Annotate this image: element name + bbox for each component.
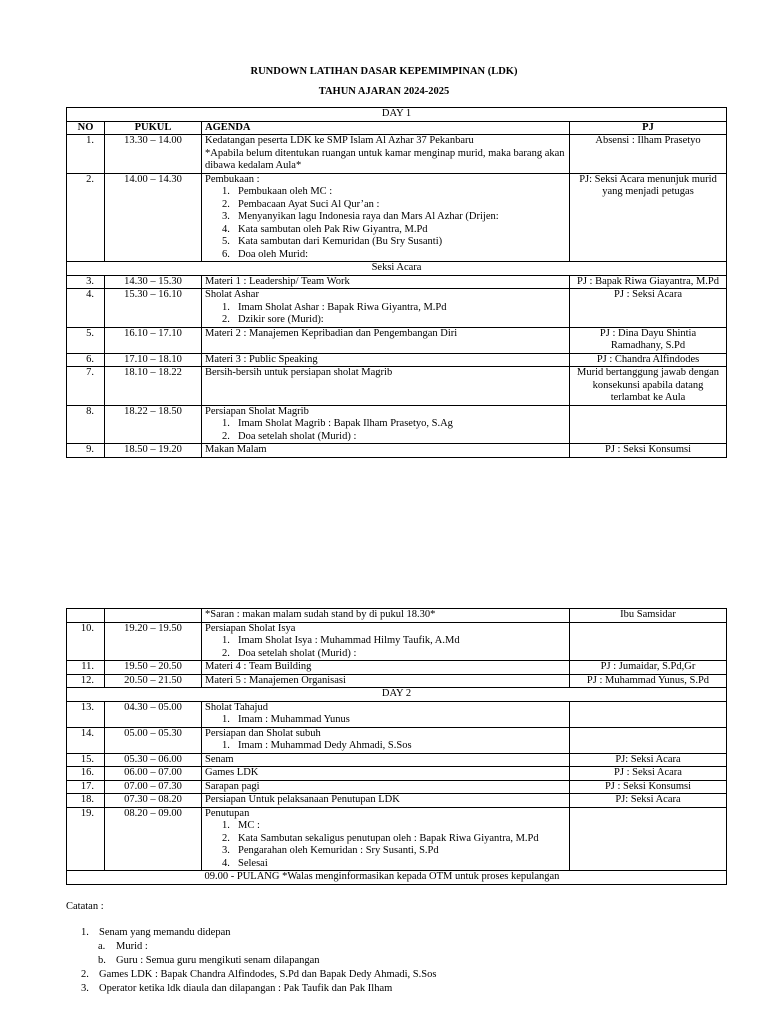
row-number: 5. [67, 327, 105, 353]
row-time: 18.22 – 18.50 [105, 405, 202, 444]
row-number: 19. [67, 807, 105, 871]
row-number: 4. [67, 289, 105, 328]
note-item [66, 968, 726, 982]
row-time: 07.30 – 08.20 [105, 794, 202, 808]
row-pj: PJ : Seksi Konsumsi [570, 780, 727, 794]
sub-item-number: 2. [222, 832, 230, 844]
row-time: 05.30 – 06.00 [105, 753, 202, 767]
table-row [67, 807, 727, 871]
row-pj: PJ : Dina Dayu Shintia Ramadhany, S.Pd [570, 327, 727, 353]
table-row [67, 173, 727, 262]
sub-item-text: Imam : Muhammad Dedy Ahmadi, S.Sos [238, 740, 412, 751]
row-agenda [202, 405, 570, 444]
table-row [67, 753, 727, 767]
row-agenda [202, 767, 570, 781]
row-time: 07.00 – 07.30 [105, 780, 202, 794]
row-pj: PJ: Seksi Acara menunjuk murid yang menjadi petugas [570, 173, 727, 262]
row-pj [570, 405, 727, 444]
row-time: 08.20 – 09.00 [105, 807, 202, 871]
row-time: 19.50 – 20.50 [105, 661, 202, 675]
table-row [67, 353, 727, 367]
agenda-text: Sholat Ashar [205, 289, 259, 300]
row-number: 17. [67, 780, 105, 794]
row-agenda [202, 609, 570, 623]
agenda-sub-item [222, 714, 566, 727]
day-1-label: DAY 1 [67, 108, 727, 122]
row-agenda [202, 289, 570, 328]
row-time: 04.30 – 05.00 [105, 701, 202, 727]
notes-section [66, 900, 726, 996]
notes-heading: Catatan : [66, 901, 104, 912]
note-sub-text: Guru : Semua guru mengikuti senam dilapangan [116, 955, 320, 966]
sub-item-text: Pembukaan oleh MC : [238, 186, 333, 197]
sub-item-text: Menyanyikan lagu Indonesia raya dan Mars Al Azhar (Drijen: [238, 211, 499, 222]
table-row [67, 275, 727, 289]
row-agenda [202, 444, 570, 458]
sub-item-text: Pembacaan Ayat Suci Al Qur’an : [238, 198, 380, 210]
row-pj: Absensi : Ilham Prasetyo [570, 135, 727, 174]
agenda-text: Games LDK [205, 767, 259, 778]
agenda-sub-item [222, 845, 566, 858]
row-number: 15. [67, 753, 105, 767]
note-text: Operator ketika ldk diaula dan dilapangan : Pak Taufik dan Pak Ilham [99, 983, 393, 994]
row-time: 13.30 – 14.00 [105, 135, 202, 174]
note-item [66, 926, 726, 940]
note-text: Games LDK : Bapak Chandra Alfindodes, S.Pd dan Bapak Dedy Ahmadi, S.Sos [99, 969, 437, 980]
row-pj: Murid bertanggung jawab dengan konsekunsi apabila datang terlambat ke Aula [570, 367, 727, 406]
agenda-text: Persiapan Untuk pelaksanaan Penutupan LDK [205, 794, 400, 805]
sub-item-number: 1. [222, 740, 230, 751]
section-seksi-acara: Seksi Acara [67, 262, 727, 276]
row-pj: PJ : Chandra Alfindodes [570, 353, 727, 367]
agenda-sub-item [222, 418, 566, 431]
agenda-text: Kedatangan peserta LDK ke SMP Islam Al Azhar 37 Pekanbaru [205, 135, 474, 146]
agenda-text: Senam [205, 753, 234, 765]
document-title: RUNDOWN LATIHAN DASAR KEPEMIMPINAN (LDK) [250, 66, 518, 77]
row-time: 06.00 – 07.00 [105, 767, 202, 781]
row-agenda [202, 275, 570, 289]
row-agenda [202, 807, 570, 871]
row-pj: PJ: Seksi Acara [570, 794, 727, 808]
agenda-sub-item [222, 224, 566, 237]
row-agenda [202, 367, 570, 406]
note-sub-letter: a. [98, 941, 106, 952]
sub-item-text: Pengarahan oleh Kemuridan : Sry Susanti, S.Pd [238, 845, 439, 856]
note-text: Senam yang memandu didepan [99, 927, 231, 938]
sub-item-number: 2. [222, 647, 230, 659]
row-number: 13. [67, 701, 105, 727]
agenda-text: Materi 2 : Manajemen Kepribadian dan Pengembangan Diri [205, 327, 458, 339]
row-number: 7. [67, 367, 105, 406]
sub-item-number: 2. [222, 430, 230, 442]
table-row [67, 444, 727, 458]
sub-item-number: 4. [222, 857, 230, 869]
row-time: 15.30 – 16.10 [105, 289, 202, 328]
agenda-text: Materi 3 : Public Speaking [205, 353, 318, 365]
table-row [67, 780, 727, 794]
day-2-label: DAY 2 [67, 688, 727, 702]
agenda-text: Sarapan pagi [205, 780, 260, 792]
row-time [105, 609, 202, 623]
row-agenda [202, 701, 570, 727]
row-pj: PJ: Seksi Acara [570, 753, 727, 767]
agenda-text: Pembukaan : [205, 173, 260, 185]
note-item [66, 982, 726, 996]
agenda-sub-list [205, 418, 566, 443]
rundown-table-day1 [66, 107, 727, 458]
sub-item-number: 3. [222, 845, 230, 856]
note-number: 3. [81, 983, 89, 994]
agenda-sub-item [222, 186, 566, 199]
sub-item-text: Imam Sholat Isya : Muhammad Hilmy Taufik, A.Md [238, 635, 460, 646]
agenda-sub-list [205, 302, 566, 327]
agenda-text: *Saran : makan malam sudah stand by di pukul 18.30* [205, 609, 436, 620]
closing-row [67, 871, 727, 885]
row-pj [570, 807, 727, 871]
agenda-sub-item [222, 236, 566, 249]
row-pj: PJ : Muhammad Yunus, S.Pd [570, 674, 727, 688]
row-pj: PJ : Bapak Riwa Giayantra, M.Pd [570, 275, 727, 289]
agenda-sub-item [222, 648, 566, 661]
agenda-sub-item [222, 314, 566, 327]
sub-item-text: Imam : Muhammad Yunus [238, 714, 350, 725]
table-row [67, 405, 727, 444]
sub-item-text: Kata sambutan dari Kemuridan (Bu Sry Susanti) [238, 236, 443, 247]
sub-item-number: 1. [222, 186, 230, 197]
row-number: 14. [67, 727, 105, 753]
row-time: 19.20 – 19.50 [105, 622, 202, 661]
row-number: 6. [67, 353, 105, 367]
table-row [67, 794, 727, 808]
row-number: 8. [67, 405, 105, 444]
row-pj: PJ : Jumaidar, S.Pd,Gr [570, 661, 727, 675]
agenda-sub-list [205, 635, 566, 660]
sub-item-text: Imam Sholat Magrib : Bapak Ilham Prasetyo, S.Ag [238, 418, 453, 429]
agenda-text: Makan Malam [205, 444, 267, 455]
note-sub-item [66, 954, 726, 968]
table-row [67, 609, 727, 623]
sub-item-number: 3. [222, 211, 230, 222]
sub-item-text: Kata Sambutan sekaligus penutupan oleh : Bapak Riwa Giyantra, M.Pd [238, 832, 539, 844]
agenda-sub-item [222, 820, 566, 833]
agenda-sub-list [205, 820, 566, 870]
agenda-sub-item [222, 635, 566, 648]
section-row [67, 688, 727, 702]
note-sub-item [66, 940, 726, 954]
table-row [67, 289, 727, 328]
row-time: 16.10 – 17.10 [105, 327, 202, 353]
row-time: 14.00 – 14.30 [105, 173, 202, 262]
row-agenda [202, 173, 570, 262]
row-agenda [202, 135, 570, 174]
agenda-text: Materi 1 : Leadership/ Team Work [205, 275, 350, 287]
agenda-sub-list [205, 740, 566, 753]
agenda-sub-item [222, 431, 566, 444]
document-subtitle: TAHUN AJARAN 2024-2025 [318, 86, 450, 97]
row-number: 18. [67, 794, 105, 808]
agenda-text: Persiapan dan Sholat subuh [205, 727, 321, 739]
sub-item-text: Selesai [238, 857, 268, 869]
row-time: 14.30 – 15.30 [105, 275, 202, 289]
agenda-text: Materi 4 : Team Building [205, 661, 312, 672]
closing-empty-cell [67, 871, 202, 885]
table-row [67, 622, 727, 661]
row-agenda [202, 622, 570, 661]
table-row [67, 661, 727, 675]
sub-item-number: 4. [222, 223, 230, 235]
sub-item-text: Doa oleh Murid: [238, 248, 308, 260]
agenda-text: *Apabila belum ditentukan ruangan untuk kamar menginap murid, maka barang akan dibawa kedalam Aula* [205, 147, 565, 171]
sub-item-number: 5. [222, 236, 230, 247]
sub-item-text: Imam Sholat Ashar : Bapak Riwa Giyantra, M.Pd [238, 301, 447, 313]
header-pj: PJ [570, 121, 727, 135]
section-row [67, 262, 727, 276]
sub-item-text: Dzikir sore (Murid): [238, 314, 324, 325]
row-number [67, 609, 105, 623]
row-number: 9. [67, 444, 105, 458]
row-time: 20.50 – 21.50 [105, 674, 202, 688]
table-row [67, 367, 727, 406]
note-number: 1. [81, 927, 89, 938]
row-number: 3. [67, 275, 105, 289]
header-no: NO [67, 121, 105, 135]
table-row [67, 727, 727, 753]
note-number: 2. [81, 969, 89, 980]
table-row [67, 701, 727, 727]
agenda-text: Persiapan Sholat Isya [205, 622, 296, 634]
note-sub-letter: b. [98, 955, 106, 966]
row-agenda [202, 661, 570, 675]
agenda-sub-item [222, 833, 566, 846]
agenda-text: Persiapan Sholat Magrib [205, 405, 309, 417]
row-number: 1. [67, 135, 105, 174]
row-agenda [202, 353, 570, 367]
sub-item-number: 1. [222, 418, 230, 429]
agenda-text: Materi 5 : Manajemen Organisasi [205, 674, 346, 686]
agenda-text: Bersih-bersih untuk persiapan sholat Magrib [205, 367, 393, 378]
row-time: 17.10 – 18.10 [105, 353, 202, 367]
row-pj: Ibu Samsidar [570, 609, 727, 623]
row-agenda [202, 327, 570, 353]
row-agenda [202, 727, 570, 753]
agenda-sub-item [222, 199, 566, 212]
row-time: 05.00 – 05.30 [105, 727, 202, 753]
row-number: 11. [67, 661, 105, 675]
agenda-sub-item [222, 858, 566, 871]
row-number: 2. [67, 173, 105, 262]
agenda-sub-item [222, 740, 566, 753]
agenda-sub-item [222, 249, 566, 262]
closing-text: 09.00 - PULANG *Walas menginformasikan kepada OTM untuk proses kepulangan [202, 871, 727, 885]
row-pj [570, 622, 727, 661]
sub-item-number: 6. [222, 248, 230, 260]
sub-item-number: 2. [222, 314, 230, 325]
rundown-table-continued [66, 608, 727, 885]
note-sub-text: Murid : [116, 941, 148, 952]
row-agenda [202, 794, 570, 808]
sub-item-text: Doa setelah sholat (Murid) : [238, 647, 357, 659]
agenda-text: Penutupan [205, 807, 250, 819]
row-pj [570, 727, 727, 753]
sub-item-number: 2. [222, 198, 230, 210]
sub-item-text: MC : [238, 820, 260, 831]
row-pj [570, 701, 727, 727]
agenda-sub-item [222, 302, 566, 315]
agenda-sub-item [222, 211, 566, 224]
row-time: 18.50 – 19.20 [105, 444, 202, 458]
agenda-sub-list [205, 714, 566, 727]
table-row [67, 767, 727, 781]
agenda-sub-list [205, 186, 566, 261]
row-agenda [202, 753, 570, 767]
row-pj: PJ : Seksi Acara [570, 767, 727, 781]
row-agenda [202, 780, 570, 794]
sub-item-number: 1. [222, 635, 230, 646]
row-number: 12. [67, 674, 105, 688]
table-row [67, 674, 727, 688]
sub-item-text: Doa setelah sholat (Murid) : [238, 430, 357, 442]
row-pj: PJ : Seksi Acara [570, 289, 727, 328]
sub-item-number: 1. [222, 301, 230, 313]
agenda-text: Sholat Tahajud [205, 701, 268, 713]
header-agenda: AGENDA [202, 121, 570, 135]
sub-item-number: 1. [222, 820, 230, 831]
sub-item-number: 1. [222, 714, 230, 725]
row-number: 10. [67, 622, 105, 661]
row-number: 16. [67, 767, 105, 781]
table-row [67, 135, 727, 174]
sub-item-text: Kata sambutan oleh Pak Riw Giyantra, M.Pd [238, 223, 428, 235]
header-time: PUKUL [105, 121, 202, 135]
table-row [67, 327, 727, 353]
row-pj: PJ : Seksi Konsumsi [570, 444, 727, 458]
row-time: 18.10 – 18.22 [105, 367, 202, 406]
row-agenda [202, 674, 570, 688]
